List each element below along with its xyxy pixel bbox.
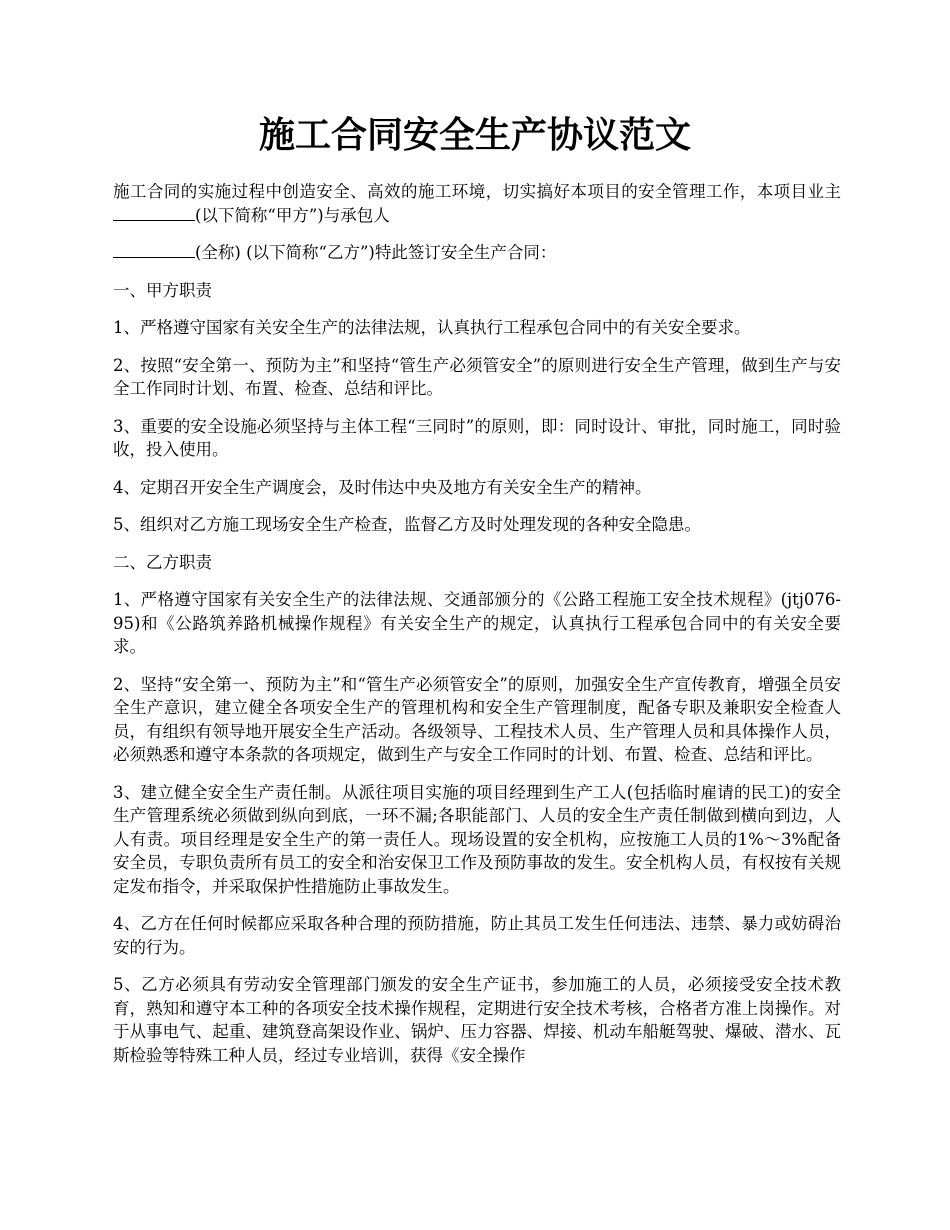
party-b-item-3: 3、建立健全安全生产责任制。从派往项目实施的项目经理到生产工人(包括临时雇请的民工)的安全生产管理系统必须做到纵向到底，一环不漏;各职能部门、人员的安全生产责任制做到横向到边，人人有责。项目经理是安全生产的第一责任人。现场设置的安全机构，应按施工人员的1%～3%配备安全员，专职负责所有员工的安全和治安保卫工作及预防事故的发生。安全机构人员，有权按有关规定发布指令，并采取保护性措施防止事故发生。 bbox=[113, 782, 841, 896]
document-title: 施工合同安全生产协议范文 bbox=[258, 114, 691, 156]
document-body bbox=[113, 180, 841, 1081]
party-a-item-4: 4、定期召开安全生产调度会，及时伟达中央及地方有关安全生产的精神。 bbox=[113, 477, 652, 497]
contractor-text: (全称) (以下简称“乙方”)特此签订安全生产合同： bbox=[195, 243, 557, 262]
intro-text-part1: 施工合同的实施过程中创造安全、高效的施工环境，切实搞好本项目的安全管理工作，本项目业主 bbox=[113, 182, 841, 201]
party-b-item-4: 4、乙方在任何时候都应采取各种合理的预防措施，防止其员工发生任何违法、违禁、暴力或妨碍治安的行为。 bbox=[113, 914, 841, 957]
section-heading-party-b: 二、乙方职责 bbox=[113, 552, 212, 572]
owner-name-blank bbox=[113, 204, 195, 221]
party-b-item-2: 2、坚持“安全第一、预防为主”和“管生产必须管安全”的原则，加强安全生产宣传教育，增强全员安全生产意识，建立健全各项安全生产的管理机构和安全生产管理制度，配备专职及兼职安全检查人员，有组织有领导地开展安全生产活动。各级领导、工程技术人员、生产管理人员和具体操作人员，必须熟悉和遵守本条款的各项规定，做到生产与安全工作同时的计划、布置、检查、总结和评比。 bbox=[113, 674, 841, 764]
section-heading-party-a: 一、甲方职责 bbox=[113, 280, 212, 300]
intro-text-part2: (以下简称“甲方”)与承包人 bbox=[195, 205, 390, 225]
contractor-paragraph bbox=[113, 241, 841, 265]
party-a-item-1: 1、严格遵守国家有关安全生产的法律法规，认真执行工程承包合同中的有关安全要求。 bbox=[113, 318, 751, 337]
party-a-item-3: 3、重要的安全设施必须坚持与主体工程“三同时”的原则，即：同时设计、审批，同时施工，同时验收，投入使用。 bbox=[113, 416, 841, 459]
party-a-item-2: 2、按照“安全第一、预防为主”和坚持“管生产必须管安全”的原则进行安全生产管理，做到生产与安全工作同时计划、布置、检查、总结和评比。 bbox=[113, 355, 841, 398]
party-a-item-5: 5、组织对乙方施工现场安全生产检查，监督乙方及时处理发现的各种安全隐患。 bbox=[113, 515, 701, 534]
contractor-name-blank bbox=[113, 241, 195, 258]
party-b-item-5: 5、乙方必须具有劳动安全管理部门颁发的安全生产证书，参加施工的人员，必须接受安全技术教育，熟知和遵守本工种的各项安全技术操作规程，定期进行安全技术考核，合格者方准上岗操作。对于从事电气、起重、建筑登高架设作业、锅炉、压力容器、焊接、机动车船艇驾驶、爆破、潜水、瓦斯检验等特殊工种人员，经过专业培训，获得《安全操作 bbox=[113, 975, 841, 1065]
intro-paragraph bbox=[113, 180, 841, 227]
party-b-item-1: 1、严格遵守国家有关安全生产的法律法规、交通部颁分的《公路工程施工安全技术规程》(jtj076-95)和《公路筑养路机械操作规程》有关安全生产的规定，认真执行工程承包合同中的有关安全要求。 bbox=[113, 590, 841, 656]
